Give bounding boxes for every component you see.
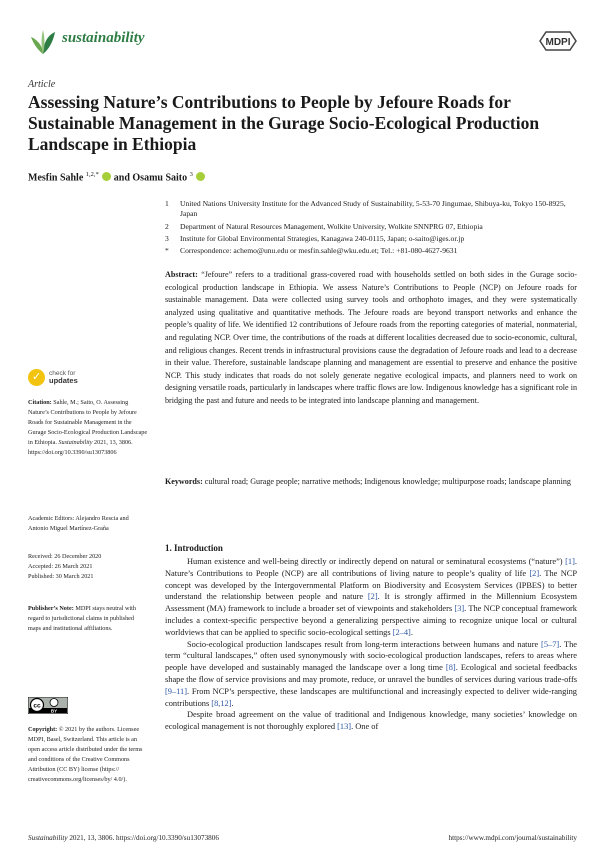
author-list [28, 171, 205, 183]
abstract-text: “Jefoure” refers to a traditional grass-covered road with households settled on both sides in the Gurage socio-ecological production landscape in Ethiopia. We assess Nature’s Contributions to People (NCP) on Jefoure roads for sustainable management. Data were collected using survey tools and orthophoto images, and they were systematically analyzed using qualitative and quantitative methods. The Jefoure roads are beyond transport networks and enhance the people’s quality of life. We identified 12 contributions of Jefoure roads from the reporting categories of material, nonmaterial, and regulating NCP. Over time, the contributions of the roads at different localities decreased due to socio-economic, cultural, and religious changes. Recent trends in infrastructural provisions cause the degradation of Jefoure roads and lead to a decrease in their value. Therefore, sustainable landscape planning and management are essential to preserve and enhance the positive NCP. This study indicates that roads do not solely generate negative ecological impacts, and planners need to work on designing versatile roads, particularly in landscapes where traffic flows are low. Indigenous knowledge has a significant role in bridging the past and future and needs to be integrated into landscape planning and management. [165, 270, 578, 405]
paragraph [165, 556, 577, 639]
orcid-icon[interactable] [196, 172, 205, 181]
paragraph-text: . The NCP conceptual framework includes a context-specific perspective beyond a generalizing perspective aiming to recognize unique local or cultural worldviews that can be applied to specific socio-ecological settings [165, 604, 577, 637]
affiliation-number: 1 [165, 199, 169, 208]
affiliation-item [165, 199, 575, 220]
abstract-label: Abstract: [165, 270, 198, 279]
sustainability-logo-icon [28, 27, 58, 57]
author-joiner: and [113, 172, 130, 184]
keywords [165, 476, 577, 489]
paragraph-text: . It is strongly affirmed in the Millennium Ecosystem Assessment (MA) framework to include a broader set of viewpoints and stakeholders [165, 592, 577, 614]
citation-doi[interactable]: 2021, 13, 3806. https://doi.org/10.3390/su13073806 [28, 438, 133, 456]
author-affiliation-marker: 3 [189, 171, 193, 178]
citation-link[interactable]: [3] [454, 604, 465, 614]
accepted-date: Accepted: 26 March 2021 [28, 562, 93, 570]
citation-link[interactable]: [13] [337, 722, 352, 732]
received-date: Received: 26 December 2020 [28, 553, 102, 560]
affiliation-item [165, 234, 575, 244]
academic-editors: Academic Editors: Alejandro Rescia and Antonio Miguel Martínez-Graña [28, 515, 129, 532]
footer-journal-url[interactable]: https://www.mdpi.com/journal/sustainability [448, 834, 577, 842]
citation-link[interactable]: [2] [367, 592, 378, 602]
affiliation-number: * [165, 246, 169, 256]
affiliation-text: United Nations University Institute for the Advanced Study of Sustainability, 5-53-70 Jingumae, Shibuya-ku, Tokyo 150-8925, Japan [180, 199, 566, 219]
citation-link[interactable]: [8,12] [211, 698, 232, 708]
orcid-icon[interactable] [102, 172, 111, 181]
paragraph-text: . Ecological and societal feedbacks shape the flow of service provisions and may promote, reduce, or unravel the bundles of services during various trade-offs [165, 663, 577, 684]
affiliation-number: 3 [165, 233, 169, 243]
paragraph [165, 639, 577, 710]
journal-name: sustainability [62, 30, 145, 46]
footer-journal: Sustainability [28, 834, 68, 842]
affiliations [165, 199, 575, 256]
footer-doi[interactable]: 2021, 13, 3806. https://doi.org/10.3390/su13073806 [69, 834, 219, 842]
paragraph-text: . One of [351, 722, 379, 732]
keywords-label: Keywords: [165, 477, 203, 486]
cc-by-label: BY [50, 708, 58, 714]
citation-label: Citation: [28, 399, 52, 406]
citation-link[interactable]: [1] [565, 557, 575, 566]
mdpi-logo-icon [538, 30, 578, 52]
paragraph-text: . [231, 698, 234, 708]
paper-title: Assessing Nature’s Contributions to People by Jefoure Roads for Sustainable Management in the Gurage Socio-Ecological Production Landscape in Ethiopia [28, 92, 540, 154]
footer-citation [28, 834, 219, 842]
abstract [165, 269, 577, 408]
copyright-block [28, 725, 148, 784]
citation-link[interactable]: [9–11] [165, 686, 188, 696]
author-affiliation-marker: 1,2,* [85, 171, 99, 178]
citation-link[interactable]: [5–7] [541, 639, 560, 649]
copyright-label: Copyright: [28, 726, 58, 733]
paragraph-text: . The term “cultural landscapes,” often used synonymously with socio-ecological production landscapes, refers to areas where people have developed and sustainably managed the landscape over a long time [165, 639, 577, 673]
affiliation-number: 2 [165, 221, 169, 231]
paragraph-text: Despite broad agreement on the value of traditional and Indigenous knowledge, many societies’ knowledge on ecological management is not thoroughly explored [165, 710, 577, 732]
paragraph-text: Socio-ecological production landscapes result from long-term interactions between humans and nature [187, 639, 542, 649]
publisher-note [28, 604, 148, 634]
article-type: Article [28, 79, 56, 90]
cc-label: cc [33, 702, 41, 710]
published-date: Published: 30 March 2021 [28, 572, 94, 580]
keywords-text: cultural road; Gurage people; narrative methods; Indigenous knowledge; multipurpose roads; landscape planning [204, 477, 571, 486]
check-for-updates-badge[interactable] [28, 369, 108, 393]
publisher-note-label: Publisher’s Note: [28, 605, 74, 612]
citation-block [28, 398, 148, 457]
check-updates-icon: ✓ [28, 369, 45, 386]
paragraph [165, 709, 577, 733]
paragraph-text: Human existence and well-being directly or indirectly depend on natural or seminatural ecosystems (“nature”) [187, 557, 566, 566]
body-text [165, 556, 577, 733]
updates-label: updates [49, 376, 78, 385]
affiliation-item [165, 246, 575, 256]
paragraph-text: . From NCP’s perspective, these landscapes are multifunctional and increasingly expected to deliver wide-ranging contributions [165, 686, 577, 708]
copyright-text: © 2021 by the authors. Licensee MDPI, Basel, Switzerland. This article is an open access article distributed under the terms and conditions of the Creative Commons Attribution (CC BY) license (https:// creativecommons.org/licenses/by/ 4.0/). [28, 726, 143, 783]
citation-link[interactable]: [2] [529, 568, 540, 578]
check-label: check for [49, 370, 76, 377]
paragraph-text: . [410, 627, 413, 637]
author-name[interactable]: Mesfin Sahle [28, 172, 84, 184]
svg-text:MDPI: MDPI [545, 37, 571, 48]
citation-text: Sahle, M.; Saito, O. Assessing Nature’s Contributions to People by Jefoure Roads for Sustainable Management in the Gurage Socio-Ecological Production Landscape in Ethiopia. [28, 399, 148, 446]
paragraph-text: . The NCP concept was developed by the Intergovernmental Platform on Biodiversity and Ecosystem Services (IPBES) to better understand the relationship between people and nature [165, 568, 577, 602]
citation-journal: Sustainability [58, 438, 93, 446]
correspondence-text: Correspondence: achemo@unu.edu or mesfin.sahle@wku.edu.et; Tel.: +81-080-4627-9631 [180, 246, 458, 256]
paragraph-text: . Nature’s Contributions to People (NCP) are all contributions of living nature to people’s quality of life [165, 557, 577, 578]
section-heading: 1. Introduction [165, 543, 223, 553]
publisher-note-text: MDPI stays neutral with regard to jurisdictional claims in published maps and institutional affiliations. [28, 605, 136, 632]
cc-by-license-icon[interactable] [28, 697, 68, 714]
citation-link[interactable]: [8] [445, 663, 456, 673]
publication-dates [28, 552, 148, 582]
affiliation-text: Department of Natural Resources Management, Wolkite University, Wolkite SNNPRG 07, Ethiopia [180, 221, 483, 231]
author-name[interactable]: Osamu Saito [132, 172, 188, 184]
citation-link[interactable]: [2–4] [392, 627, 411, 637]
affiliation-text: Institute for Global Environmental Strategies, Kanagawa 240-0115, Japan; o-saito@iges.or.jp [180, 233, 465, 243]
affiliation-item [165, 222, 575, 232]
